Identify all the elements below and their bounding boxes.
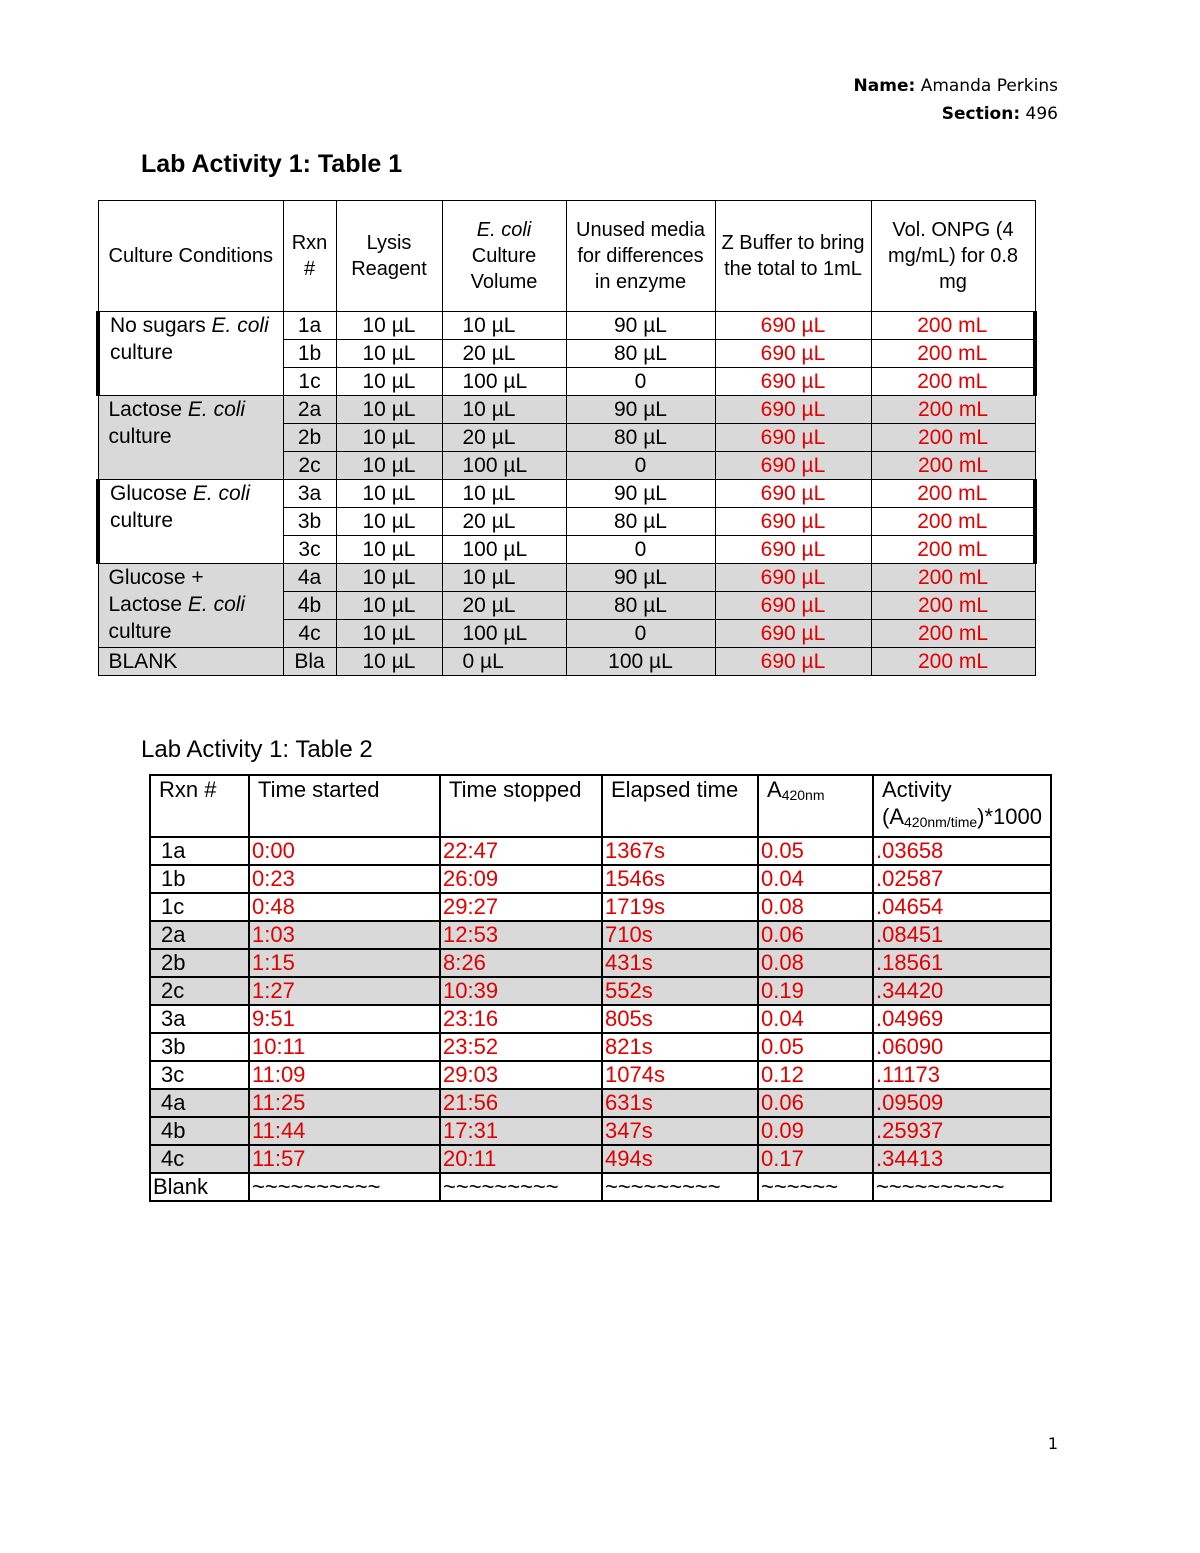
table-cell: 10 µL [336,424,442,452]
table-cell: 10 µL [336,368,442,396]
table-cell: ~~~~~~ [758,1173,873,1201]
table-cell: 200 mL [871,648,1035,676]
table-cell: 1:15 [249,949,440,977]
table-cell: 200 mL [871,368,1035,396]
table-cell: 0:48 [249,893,440,921]
table-cell: 200 mL [871,480,1035,508]
table-row [150,1145,1051,1173]
table-cell: 10:11 [249,1033,440,1061]
table-cell: 3c [150,1061,249,1089]
table-cell: 10 µL [336,536,442,564]
table-cell: 0.08 [758,893,873,921]
table-row [150,1033,1051,1061]
table2-header-cell: Time started [249,775,440,837]
table-cell: 2c [150,977,249,1005]
table1-header-cell: Unused media for differences in enzyme [566,201,715,312]
table-cell: 100 µL [442,536,566,564]
table-row [150,865,1051,893]
table-cell: 26:09 [440,865,602,893]
table-cell: 690 µL [715,396,871,424]
table-cell: 20:11 [440,1145,602,1173]
table-cell: 20 µL [442,340,566,368]
blank-row [150,1173,1051,1201]
table2-header-cell: Time stopped [440,775,602,837]
table-cell: 805s [602,1005,758,1033]
table-cell: 690 µL [715,564,871,592]
culture-condition: Lactose E. coli culture [98,396,283,480]
table2-header-cell: Rxn # [150,775,249,837]
table-cell: 4b [283,592,336,620]
table-cell: 80 µL [566,508,715,536]
table-cell: 200 mL [871,396,1035,424]
table-cell: 200 mL [871,564,1035,592]
table-cell: 11:44 [249,1117,440,1145]
table-cell: .04654 [873,893,1051,921]
table-cell: 10 µL [336,396,442,424]
table-cell: .02587 [873,865,1051,893]
culture-condition: Glucose + Lactose E. coli culture [98,564,283,648]
table-cell: 90 µL [566,564,715,592]
table-cell: 690 µL [715,368,871,396]
table-cell: 200 mL [871,424,1035,452]
table-cell: 0:00 [249,837,440,865]
table-cell: 90 µL [566,312,715,340]
table-cell: 200 mL [871,312,1035,340]
table1-header-cell: Rxn # [283,201,336,312]
table-row [98,480,1035,508]
table-cell: 20 µL [442,508,566,536]
table-cell: 1b [283,340,336,368]
table-cell: 690 µL [715,648,871,676]
table-cell: 690 µL [715,340,871,368]
table-cell: 0 µL [442,648,566,676]
table-cell: .03658 [873,837,1051,865]
table-cell: 0 [566,452,715,480]
table1-title: Lab Activity 1: Table 1 [141,150,403,178]
table-cell: 200 mL [871,592,1035,620]
table-cell: 0.09 [758,1117,873,1145]
table-cell: 200 mL [871,620,1035,648]
table-cell: 431s [602,949,758,977]
table-cell: .34420 [873,977,1051,1005]
table-cell: Bla [283,648,336,676]
table-cell: 0.04 [758,865,873,893]
table-cell: 10 µL [442,564,566,592]
table-cell: 100 µL [442,368,566,396]
table-row [150,1005,1051,1033]
table-cell: 1:27 [249,977,440,1005]
table-cell: 1:03 [249,921,440,949]
table-cell: 0.04 [758,1005,873,1033]
table-cell: 20 µL [442,424,566,452]
table2-header-cell: Elapsed time [602,775,758,837]
table-cell: 10 µL [336,312,442,340]
table-cell: 0.05 [758,1033,873,1061]
table-cell: 100 µL [442,620,566,648]
table-cell: 2a [283,396,336,424]
table2-header-cell: $A_{420nm}$ [758,775,873,837]
table-cell: 200 mL [871,508,1035,536]
table-cell: 0 [566,620,715,648]
table-cell: 710s [602,921,758,949]
table-cell: 21:56 [440,1089,602,1117]
table-cell: 10 µL [442,396,566,424]
table2-title: Lab Activity 1: Table 2 [141,736,373,763]
table-cell: 0.06 [758,921,873,949]
table-cell: 23:16 [440,1005,602,1033]
table-cell: ~~~~~~~~~ [602,1173,758,1201]
table-cell: 2a [150,921,249,949]
table-cell: 690 µL [715,536,871,564]
table-cell: 0 [566,368,715,396]
table-cell: 17:31 [440,1117,602,1145]
table-cell: 494s [602,1145,758,1173]
table-cell: 0.08 [758,949,873,977]
table-cell: .18561 [873,949,1051,977]
table1 [96,200,1037,676]
table-cell: .08451 [873,921,1051,949]
table-cell: 690 µL [715,508,871,536]
table-cell: 80 µL [566,592,715,620]
table-cell: 10:39 [440,977,602,1005]
table-cell: 1074s [602,1061,758,1089]
table-cell: 0.05 [758,837,873,865]
table-row [98,564,1035,592]
table-cell: 690 µL [715,480,871,508]
table-cell: 80 µL [566,424,715,452]
table-cell: 80 µL [566,340,715,368]
table-cell: 12:53 [440,921,602,949]
table-cell: 1c [283,368,336,396]
table-cell: 90 µL [566,480,715,508]
table-cell: 100 µL [442,452,566,480]
table-cell: BLANK [98,648,283,676]
table-cell: 3c [283,536,336,564]
table2-header-cell: Activity $(A_{420nm/time})*1000$ [873,775,1051,837]
table-cell: 690 µL [715,620,871,648]
table-cell: 690 µL [715,424,871,452]
table-cell: 631s [602,1089,758,1117]
table-cell: 690 µL [715,312,871,340]
table-cell: 4c [150,1145,249,1173]
table-cell: 690 µL [715,452,871,480]
table-row [150,837,1051,865]
table-cell: 11:25 [249,1089,440,1117]
table1-header-row [98,201,1035,312]
table-cell: .09509 [873,1089,1051,1117]
table-cell: 10 µL [336,480,442,508]
table1-header-cell: Culture Conditions [98,201,283,312]
table-cell: 10 µL [442,480,566,508]
table-cell: 2c [283,452,336,480]
table1-header-cell: Vol. ONPG (4 mg/mL) for 0.8 mg [871,201,1035,312]
table-cell: 4a [283,564,336,592]
table-cell: 22:47 [440,837,602,865]
table-cell: .25937 [873,1117,1051,1145]
table-row [98,396,1035,424]
table-cell: 8:26 [440,949,602,977]
table-cell: 10 µL [336,648,442,676]
table-cell: 90 µL [566,396,715,424]
table-cell: ~~~~~~~~~~ [873,1173,1051,1201]
table-row [150,921,1051,949]
name-line: Name: Amanda Perkins [853,76,1058,96]
table-cell: 1a [283,312,336,340]
table-cell: 20 µL [442,592,566,620]
table-cell: 4a [150,1089,249,1117]
table1-header-cell: Lysis Reagent [336,201,442,312]
table-cell: 11:09 [249,1061,440,1089]
table-cell: 29:03 [440,1061,602,1089]
table-cell: 9:51 [249,1005,440,1033]
table-cell: 552s [602,977,758,1005]
table-cell: 0.17 [758,1145,873,1173]
table-cell: 10 µL [336,452,442,480]
table-cell: 1b [150,865,249,893]
table-cell: 3a [150,1005,249,1033]
table-cell: 690 µL [715,592,871,620]
table-row [150,949,1051,977]
table-row [98,312,1035,340]
table-cell: .11173 [873,1061,1051,1089]
table-cell: Blank [150,1173,249,1201]
table-cell: 200 mL [871,340,1035,368]
table-cell: .34413 [873,1145,1051,1173]
table-cell: 23:52 [440,1033,602,1061]
table-cell: 3b [150,1033,249,1061]
table-cell: 0.06 [758,1089,873,1117]
table-cell: 100 µL [566,648,715,676]
table-cell: 3b [283,508,336,536]
table-cell: 821s [602,1033,758,1061]
table-cell: 10 µL [336,508,442,536]
table-row [150,893,1051,921]
table-cell: 4b [150,1117,249,1145]
table-cell: 10 µL [336,340,442,368]
table1-header-cell: E. coli Culture Volume [442,201,566,312]
table-cell: 4c [283,620,336,648]
section-line: Section: 496 [941,104,1058,124]
table-row [150,977,1051,1005]
table-cell: 10 µL [442,312,566,340]
table-row [150,1089,1051,1117]
table2 [149,774,1052,1202]
table-cell: 200 mL [871,536,1035,564]
page-header [854,72,1058,128]
table-cell: 1a [150,837,249,865]
table-cell: 10 µL [336,620,442,648]
table-cell: .06090 [873,1033,1051,1061]
table-cell: 1c [150,893,249,921]
table-cell: 0.19 [758,977,873,1005]
table-cell: ~~~~~~~~~~ [249,1173,440,1201]
table-cell: 2b [150,949,249,977]
culture-condition: No sugars E. coli culture [98,312,283,396]
table-cell: 0:23 [249,865,440,893]
table-cell: 10 µL [336,592,442,620]
table-cell: 0.12 [758,1061,873,1089]
table-cell: 11:57 [249,1145,440,1173]
table-cell: 1367s [602,837,758,865]
table-cell: 3a [283,480,336,508]
table-cell: ~~~~~~~~~ [440,1173,602,1201]
table-row [150,1061,1051,1089]
table-cell: 200 mL [871,452,1035,480]
table-cell: 0 [566,536,715,564]
culture-condition: Glucose E. coli culture [98,480,283,564]
table-cell: 1546s [602,865,758,893]
table-cell: 10 µL [336,564,442,592]
table-cell: 1719s [602,893,758,921]
table-row [150,1117,1051,1145]
table-cell: 2b [283,424,336,452]
table-cell: 347s [602,1117,758,1145]
table-cell: .04969 [873,1005,1051,1033]
blank-row [98,648,1035,676]
table2-header-row [150,775,1051,837]
table-cell: 29:27 [440,893,602,921]
page-number: 1 [1047,1434,1058,1453]
table1-header-cell: Z Buffer to bring the total to 1mL [715,201,871,312]
